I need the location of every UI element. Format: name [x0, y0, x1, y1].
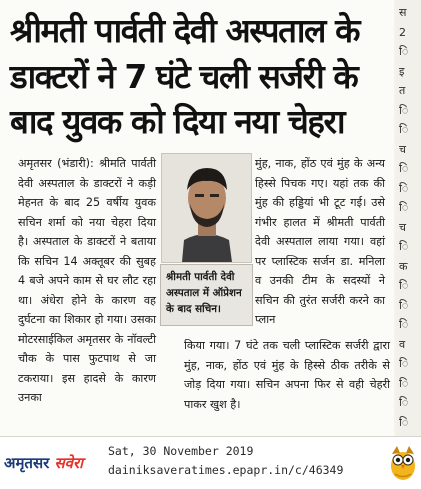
adjacent-column-fragment: ि	[399, 162, 409, 175]
adjacent-column-fragment: ि	[399, 415, 409, 429]
adjacent-column-fragment: इ	[399, 64, 405, 78]
headline-line-2: डाक्टरों ने 7 घंटे चली सर्जरी के	[10, 57, 358, 96]
logo-text-savera: सवेरा	[54, 454, 84, 472]
adjacent-column-fragment: ि	[399, 298, 409, 312]
adjacent-column-fragment: ि	[399, 318, 409, 331]
owl-icon	[388, 444, 418, 482]
article-photo	[161, 153, 252, 263]
adjacent-column-fragment: क	[399, 259, 408, 273]
adjacent-column-fragment: ि	[399, 201, 409, 214]
newspaper-logo	[4, 447, 83, 479]
adjacent-column-edge	[396, 0, 421, 436]
headline-line-3: बाद युवक को दिया नया चेहरा	[10, 102, 345, 141]
adjacent-column-fragment: ि	[399, 123, 409, 136]
logo-text-city: अमृतसर	[4, 454, 50, 472]
adjacent-column-fragment: ि	[399, 45, 409, 58]
adjacent-column-fragment: स	[399, 6, 407, 19]
epaper-footer	[0, 436, 421, 489]
article-column-1: अमृतसर (भंडारी): श्रीमति पार्वती देवी अस्पताल के डाक्टरों ने कड़ी मेहनत के बाद 25 वर्षीय युवक सचिन शर्मा को नया चेहरा दिया है। अस्पताल के डाक्टरों ने बताया कि सचिन 14 अक्तूबर की सुबह 4 बजे अपने काम से घर लौट रहा था। अंधेरा होने के कारण वह दुर्घटना का शिकार हो गया। उसका मोटरसाईकिल अमृतसर के नॉवल्टी चौक के पास फुटपाथ से जा टकराया। इस हादसे के कारण उनका	[18, 157, 156, 404]
adjacent-column-fragment: ि	[399, 396, 409, 409]
article-column-2: मुंह, नाक, होंठ एवं मुंह के अन्य हिस्से पिचक गए। यहां तक की मुंह की हड्डियां भी टूट गई। उसे गंभीर हालत में श्रीमती पार्वती देवी अस्पताल लाया गया। वहां पर प्लास्टिक सर्जन डा. मनिला व उनकी टीम के सदस्यों ने सचिन की तुरंत सर्जरी करने का प्लान	[255, 157, 385, 326]
adjacent-column-fragment: त	[399, 84, 406, 97]
adjacent-column-fragment: व	[399, 337, 406, 351]
adjacent-column-fragment: च	[399, 220, 406, 234]
publication-date: Sat, 30 November 2019	[108, 444, 254, 458]
headline-line-1: श्रीमती पार्वती देवी अस्पताल के	[10, 11, 360, 50]
article-column-3: किया गया। 7 घंटे तक चली प्लास्टिक सर्जरी द्वारा मुंह, नाक, होंठ एवं मुंह के हिस्से ठीक तरीके से जोड़ दिया गया। सचिन अपना फिर से वही चेहरी पाकर खुश है।	[184, 339, 390, 411]
adjacent-column-fragment: ि	[399, 357, 409, 370]
adjacent-column-fragment: ि	[399, 279, 409, 292]
adjacent-column-fragment: ि	[399, 240, 409, 253]
portrait-image	[162, 154, 251, 262]
adjacent-column-fragment: ि	[399, 376, 409, 390]
source-url[interactable]: dainiksaveratimes.epapr.in/c/46349	[108, 463, 344, 477]
photo-caption: श्रीमती पार्वती देवी अस्पताल में ऑप्रेशन के बाद सचिन।	[160, 264, 253, 326]
adjacent-column-fragment: ि	[399, 103, 409, 117]
adjacent-column-fragment: च	[399, 142, 406, 156]
adjacent-column-fragment: 2	[399, 25, 406, 39]
adjacent-column-fragment: ि	[399, 181, 409, 195]
